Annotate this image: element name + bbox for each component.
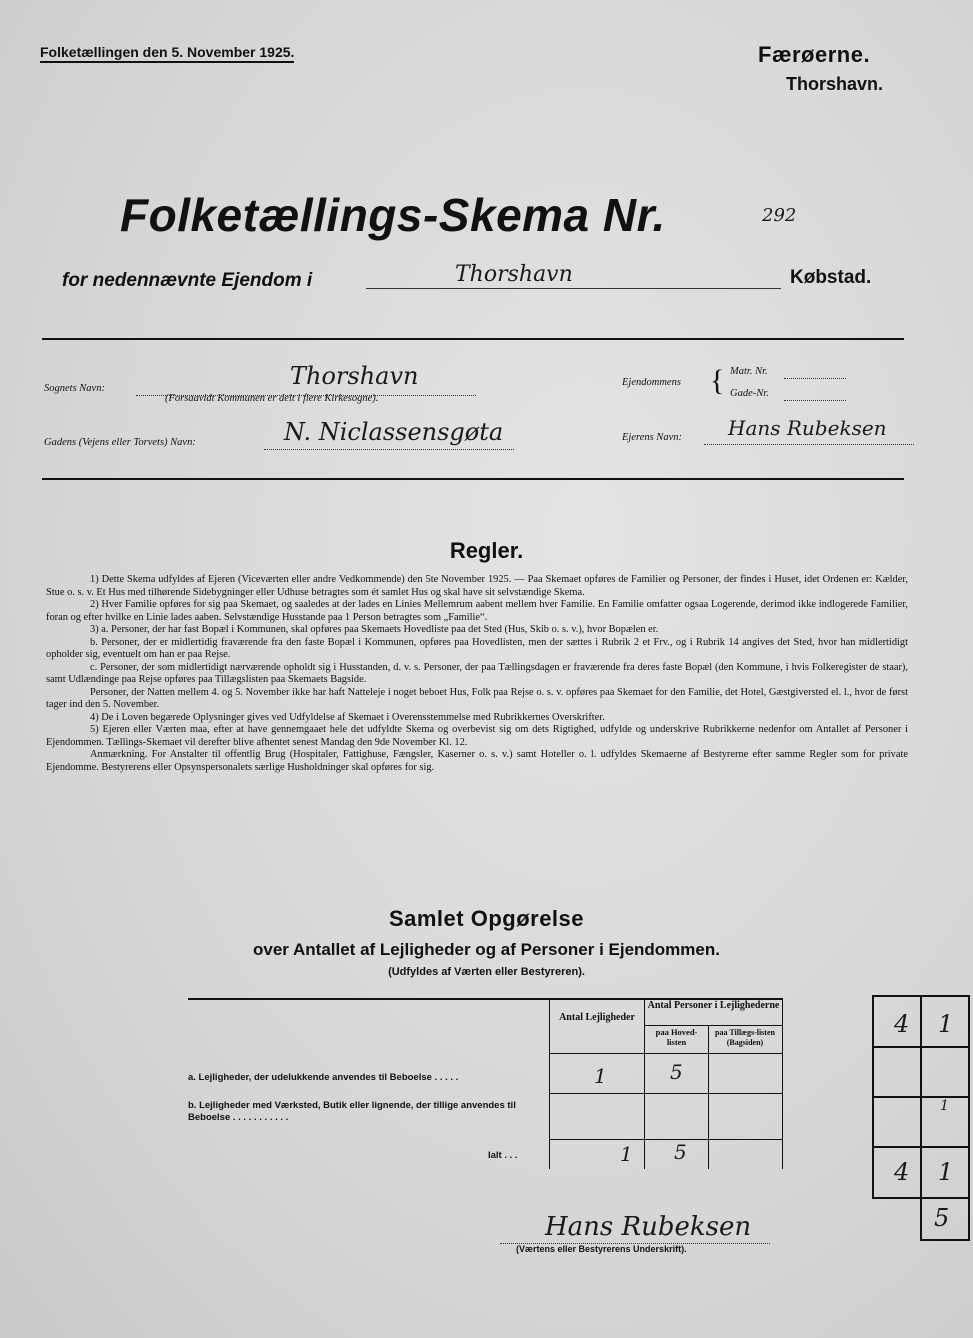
parish-note: (Forsaavidt Kommunen er delt i flere Kirkesogne). bbox=[165, 393, 379, 404]
region-title: Færøerne. bbox=[758, 42, 871, 67]
tally-cell: 4 bbox=[894, 1010, 910, 1038]
gade-label: Gade-Nr. bbox=[730, 388, 769, 399]
divider-top bbox=[42, 338, 904, 340]
rule-paragraph: Personer, der Natten mellem 4. og 5. November ikke har haft Natteleje i noget beboet Hus, Folk paa Rejse o. s. v. opføres paa Skemaet for den Familie, det Hotel, Gæstgiversted el. l., hvor de først tager ind den 5. November. bbox=[46, 686, 908, 710]
census-date-header: Folketællingen den 5. November 1925. bbox=[40, 44, 294, 63]
matr-label: Matr. Nr. bbox=[730, 366, 768, 377]
rule-paragraph: 3) a. Personer, der har fast Bopæl i Kommunen, skal opføres paa Skemaets Hovedliste paa det Sted (Hus, Skib o. s. v.), hvor Bopælen er. bbox=[90, 624, 659, 635]
parish-label: Sognets Navn: bbox=[44, 383, 105, 394]
row-b-label: b. Lejligheder med Værksted, Butik eller lignende, der tillige anvendes til Beboelse . . . . . . . . . . . bbox=[188, 1100, 516, 1123]
tally-box-rule bbox=[872, 1096, 968, 1098]
matr-dotted-line bbox=[784, 377, 846, 379]
row-a-label: a. Lejligheder, der udelukkende anvendes til Beboelse . . . . . bbox=[188, 1072, 459, 1083]
summary-subtitle: over Antallet af Lejligheder og af Personer i Ejendommen. bbox=[253, 940, 720, 959]
rule-paragraph: 4) De i Loven begærede Oplysninger gives ved Udfyldelse af Skemaet i Overensstemmelse med Rubrikkernes Overskrifter. bbox=[90, 711, 605, 723]
tally-cell: 1 bbox=[938, 1010, 954, 1038]
col-main-list-header: paa Hoved-listen bbox=[655, 1027, 698, 1047]
summary-note: (Udfyldes af Værten eller Bestyreren). bbox=[388, 966, 585, 978]
brace-icon: { bbox=[710, 364, 725, 397]
row-a-main: 5 bbox=[670, 1060, 683, 1084]
summary-title: Samlet Opgørelse bbox=[388, 906, 585, 931]
rule-note: Anmærkning. For Anstalter til offentlig Brug (Hospitaler, Fattighuse, Fængsler, Kaserner o. s. v.) samt Hoteller o. l. udfyldes Skemaerne af Bestyrerne efter samme Regler som for private Ejendomme. Bestyrerens eller Opsynspersonalets særlige Husholdninger skal opføres for sig. bbox=[46, 749, 908, 773]
tally-box-rule bbox=[872, 1146, 968, 1148]
town-title: Thorshavn. bbox=[786, 74, 884, 94]
rule-paragraph: b. Personer, der er midlertidig fraværende fra den faste Bopæl i Kommunen, opføres paa Hovedlisten, men der sættes i Rubrik 2 et Frv., og i Rubrik 14 angives det Sted, hvor han midlertidigt opholder sig, eventuelt om han er paa Rejse. bbox=[46, 636, 908, 660]
total-label: Ialt . . . bbox=[488, 1150, 518, 1161]
signature: Hans Rubeksen bbox=[545, 1212, 752, 1242]
signature-label: (Værtens eller Bestyrerens Underskrift). bbox=[516, 1244, 687, 1254]
property-line-suffix: Købstad. bbox=[790, 267, 872, 288]
property-underline bbox=[366, 288, 781, 289]
parish-value: Thorshavn bbox=[290, 362, 419, 390]
rule-paragraph: 2) Hver Familie opføres for sig paa Skemaet, og saaledes at der lades en Linies Mellemrum aabent mellem hver Familie. En Familie omfatter ogsaa Logerende, derimod ikke indlogerede Familier, foran og efter hvilke en Linie lades aaben. Selvstændige Husstande paa 1 Person betragtes som „Familie“. bbox=[46, 599, 908, 623]
rules-body bbox=[46, 574, 908, 774]
street-dotted-line bbox=[264, 448, 514, 450]
tally-cell: 4 bbox=[894, 1158, 910, 1186]
table-col-line bbox=[708, 1026, 709, 1169]
rule-paragraph: 1) Dette Skema udfyldes af Ejeren (Viceværten eller andre Vedkommende) den 5te November 1925. — Paa Skemaet opføres de Familier og Personer, der findes i Huset, idet Ordenen er: Kælder, Stue o. s. v. Et Hus med tilhørende Sidebygninger eller Udhuse betragtes som ét samlet Hus og skal have sit selvstændige Skema. bbox=[46, 574, 908, 598]
table-row-rule bbox=[549, 1139, 782, 1140]
rules-heading: Regler. bbox=[449, 538, 524, 563]
table-col-line bbox=[782, 999, 783, 1169]
tally-cell: 1 bbox=[940, 1098, 949, 1114]
owner-dotted-line bbox=[704, 443, 914, 445]
table-subheader-rule bbox=[645, 1025, 782, 1026]
property-town-value: Thorshavn bbox=[455, 262, 573, 287]
owner-label: Ejerens Navn: bbox=[622, 432, 682, 443]
rule-paragraph: c. Personer, der som midlertidigt nærværende opholdt sig i Husstanden, d. v. s. Personer, der paa Tællingsdagen er fraværende fra deres faste Bopæl (den Kommune, i hvis Folkeregister de staar), samt Udlændinge paa Rejse opføres paa Tillægslisten paa Skemaets Bagside. bbox=[46, 661, 908, 685]
property-line-prefix: for nedennævnte Ejendom i bbox=[62, 270, 313, 291]
street-label: Gadens (Vejens eller Torvets) Navn: bbox=[44, 437, 196, 448]
col-apartments-header: Antal Lejligheder bbox=[559, 1012, 635, 1023]
divider-bottom bbox=[42, 478, 904, 480]
col-persons-header: Antal Personer i Lejlighederne bbox=[647, 1000, 780, 1011]
street-value: N. Niclassensgøta bbox=[284, 418, 504, 446]
col-supp-list-header: paa Tillægs-listen (Bagsiden) bbox=[715, 1028, 775, 1047]
property-label: Ejendommens bbox=[622, 377, 681, 388]
tally-cell: 5 bbox=[934, 1204, 950, 1232]
owner-value: Hans Rubeksen bbox=[728, 416, 887, 440]
table-row-rule bbox=[549, 1093, 782, 1094]
total-main: 5 bbox=[674, 1140, 687, 1164]
rule-paragraph: 5) Ejeren eller Værten maa, efter at have gennemgaaet hele det udfyldte Skema og overbevist sig om dets Rigtighed, udfylde og underskrive Rubrikkerne nedenfor om Antallet af Personer i Ejendommen. Tællings-Skemaet vil derefter blive afhentet senest Mandag den 9de November Kl. 12. bbox=[46, 724, 908, 748]
table-col-line bbox=[549, 999, 550, 1169]
row-a-apartments: 1 bbox=[594, 1064, 607, 1088]
form-title: Folketællings-Skema Nr. bbox=[120, 189, 666, 241]
tally-box-rule bbox=[872, 1046, 968, 1048]
total-apartments: 1 bbox=[620, 1142, 633, 1166]
gade-dotted-line bbox=[784, 399, 846, 401]
form-number: 292 bbox=[762, 205, 797, 226]
table-header-rule bbox=[549, 1053, 782, 1054]
tally-cell: 1 bbox=[938, 1158, 954, 1186]
